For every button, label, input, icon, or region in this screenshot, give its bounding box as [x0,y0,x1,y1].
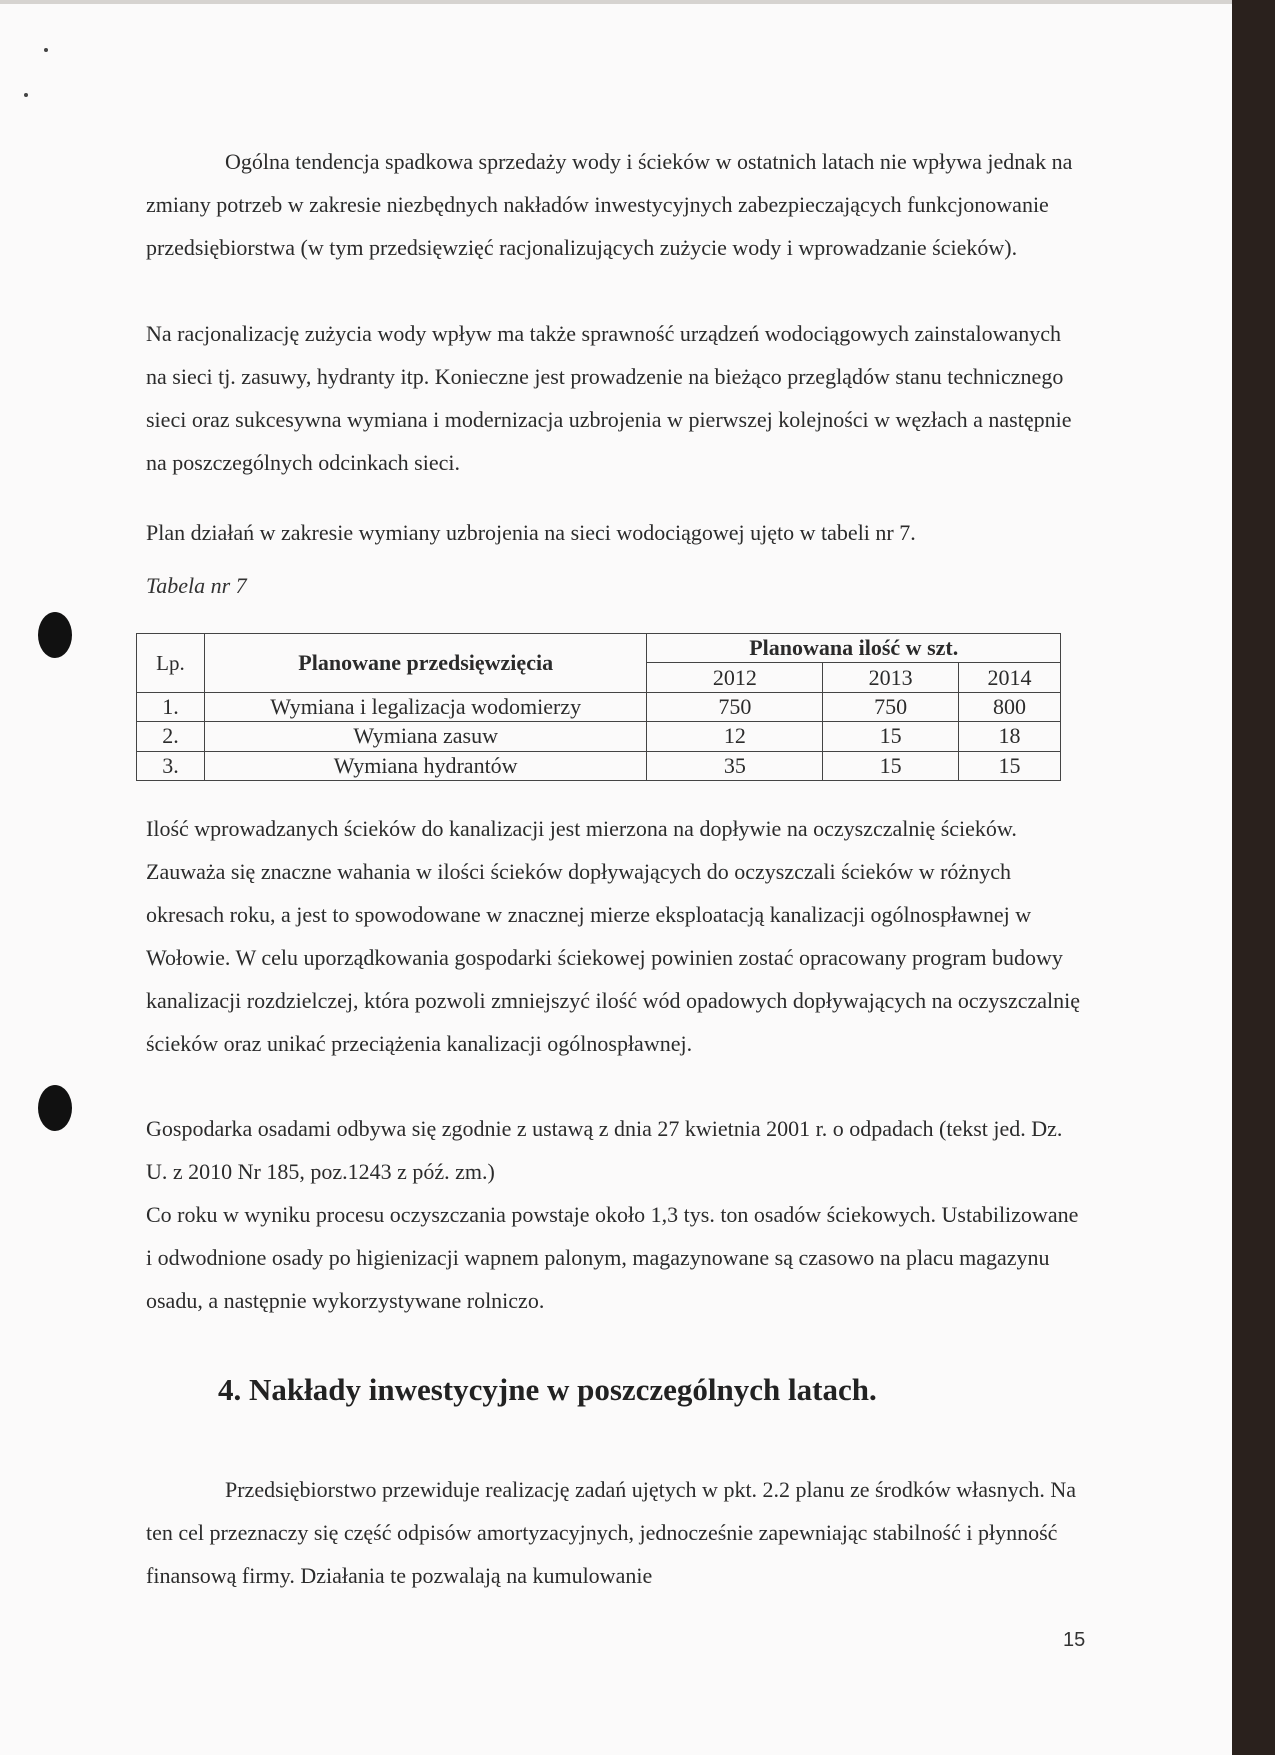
row-value: 35 [647,751,823,780]
scan-right-edge [1232,0,1275,1755]
paragraph-investment-funding: Przedsiębiorstwo przewiduje realizację zadań ujętych w pkt. 2.2 planu ze środków własnych. Na ten cel przeznaczy się część odpisów amortyzacyjnych, jednocześnie zapewniając stabilność i płynność finansową firmy. Działania te pozwalają na kumulowanie [146,1477,1076,1588]
paragraph-sludge-management: Gospodarka osadami odbywa się zgodnie z ustawą z dnia 27 kwietnia 2001 r. o odpadach (tekst jed. Dz. U. z 2010 Nr 185, poz.1243 z póź. zm.) [146,1116,1063,1184]
row-name: Wymiana hydrantów [204,751,647,780]
row-value: 15 [823,722,959,751]
header-year: 2014 [959,663,1061,692]
planned-replacement-table [136,633,1061,781]
row-lp: 3. [137,751,205,780]
row-value: 750 [823,692,959,721]
paragraph-network-equipment: Na racjonalizację zużycia wody wpływ ma także sprawność urządzeń wodociągowych zainstalowanych na sieci tj. zasuwy, hydranty itp. Konieczne jest prowadzenie na bieżąco przeglądów stanu technicznego sieci oraz sukcesywna wymiana i modernizacja uzbrojenia w pierwszej kolejności w węzłach a następnie na poszczególnych odcinkach sieci. [146,321,1072,475]
table-row [137,692,1061,721]
page-number: 15 [1063,1629,1086,1651]
row-value: 18 [959,722,1061,751]
paragraph-table-intro: Plan działań w zakresie wymiany uzbrojenia na sieci wodociągowej ujęto w tabeli nr 7. [146,520,916,545]
table-caption: Tabela nr 7 [146,573,247,598]
paragraph-sludge-volume: Co roku w wyniku procesu oczyszczania powstaje około 1,3 tys. ton osadów ściekowych. Ustabilizowane i odwodnione osady po higienizacji wapnem palonym, magazynowane są czasowo na placu magazynu osadu, a następnie wykorzystywane rolniczo. [146,1202,1079,1313]
paragraph-sales-trend: Ogólna tendencja spadkowa sprzedaży wody i ścieków w ostatnich latach nie wpływa jednak na zmiany potrzeb w zakresie niezbędnych nakładów inwestycyjnych zabezpieczających funkcjonowanie przedsiębiorstwa (w tym przedsięwzięć racjonalizujących zużycie wody i wprowadzanie ścieków). [146,149,1073,260]
row-lp: 2. [137,722,205,751]
header-year: 2013 [823,663,959,692]
row-lp: 1. [137,692,205,721]
row-name: Wymiana i legalizacja wodomierzy [204,692,647,721]
scan-top-edge [0,0,1232,4]
header-lp: Lp. [137,634,205,693]
section-heading: 4. Nakłady inwestycyjne w poszczególnych latach. [218,1372,877,1407]
row-value: 800 [959,692,1061,721]
scan-speck [24,93,28,97]
header-planned-projects: Planowane przedsięwzięcia [204,634,647,693]
punch-hole [38,1085,72,1131]
row-value: 15 [823,751,959,780]
row-value: 12 [647,722,823,751]
paragraph-sewage-inflow: Ilość wprowadzanych ścieków do kanalizacji jest mierzona na dopływie na oczyszczalnię ścieków. Zauważa się znaczne wahania w ilości ścieków dopływających do oczyszczali ścieków w różnych okresach roku, a jest to spowodowane w znacznej mierze eksploatacją kanalizacji ogólnospławnej w Wołowie. W celu uporządkowania gospodarki ściekowej powinien zostać opracowany program budowy kanalizacji rozdzielczej, która pozwoli zmniejszyć ilość wód opadowych dopływających na oczyszczalnię ścieków oraz unikać przeciążenia kanalizacji ogólnospławnej. [146,816,1080,1056]
row-name: Wymiana zasuw [204,722,647,751]
table-row [137,722,1061,751]
table-header-row [137,634,1061,663]
punch-hole [38,612,72,658]
header-year: 2012 [647,663,823,692]
row-value: 750 [647,692,823,721]
scan-speck [44,48,48,52]
header-planned-quantity: Planowana ilość w szt. [647,634,1061,663]
row-value: 15 [959,751,1061,780]
table-row [137,751,1061,780]
